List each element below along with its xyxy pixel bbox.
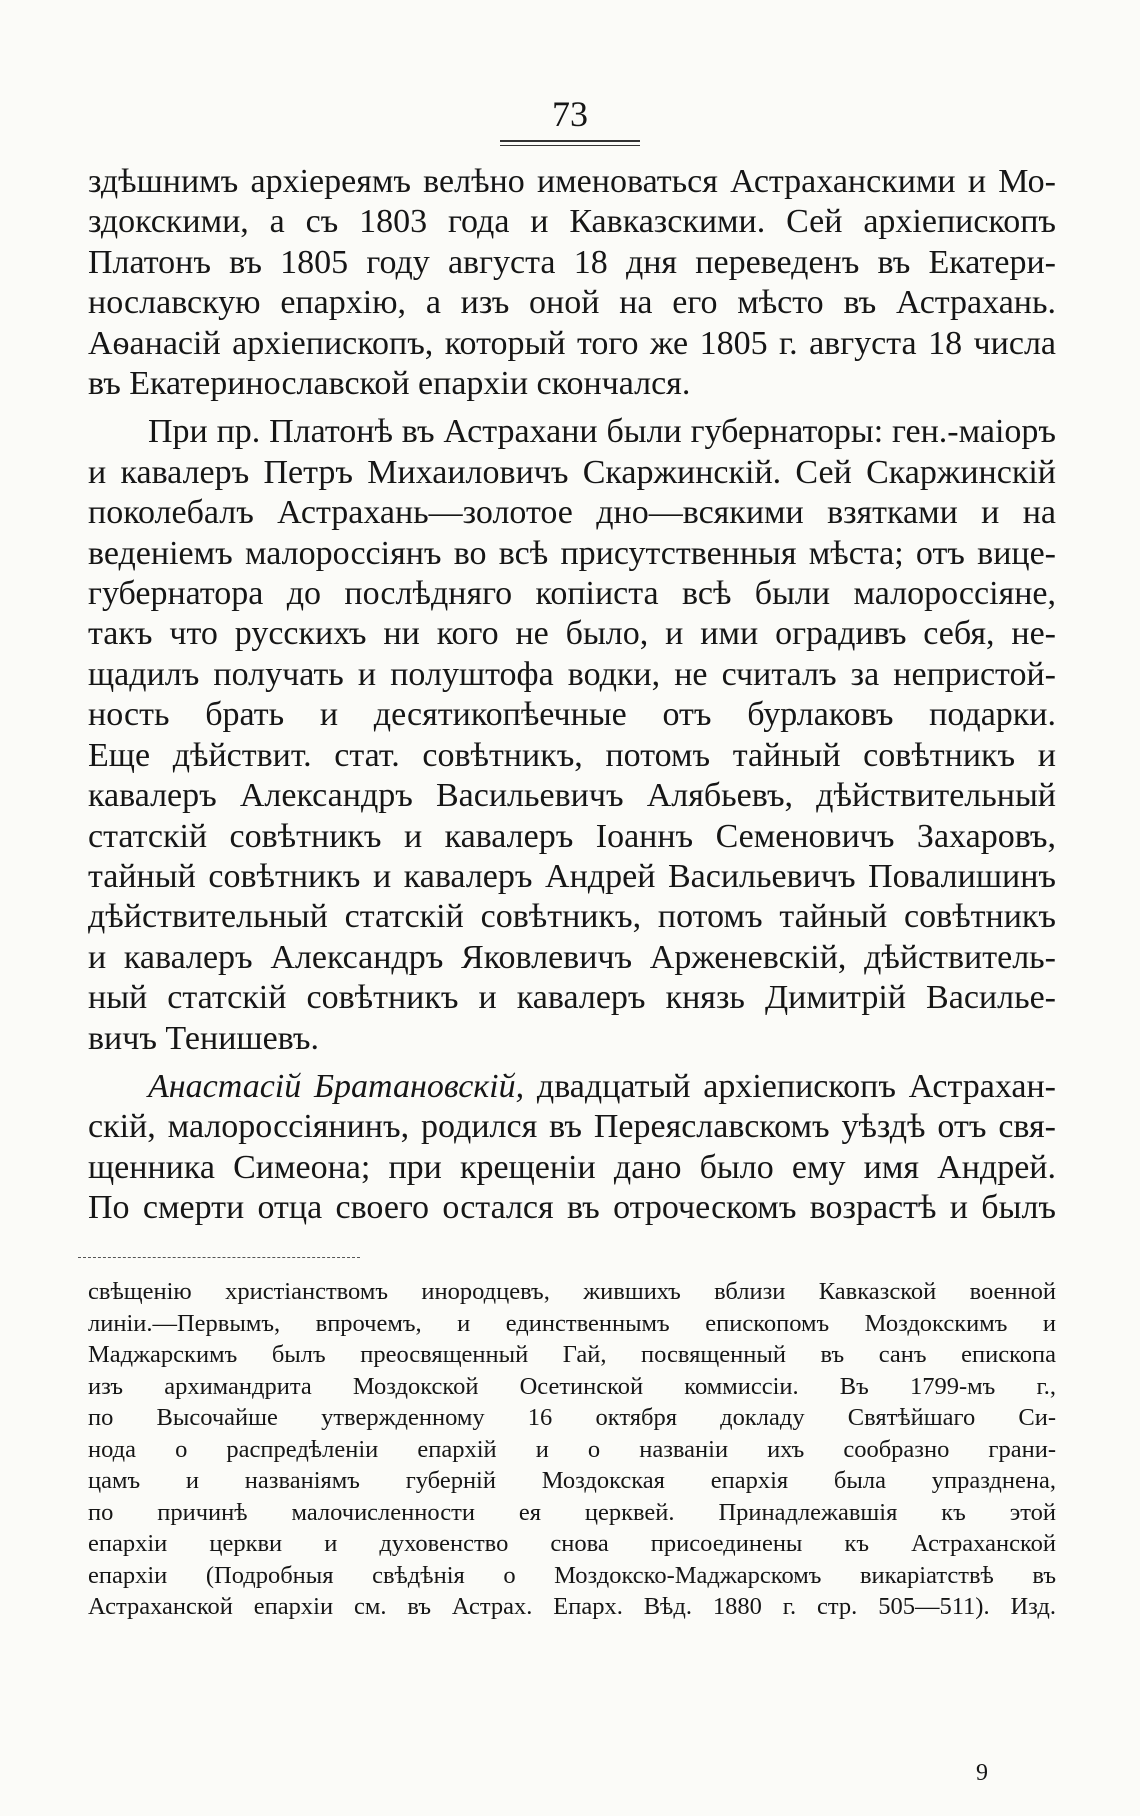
sheet-signature-mark: 9 [976, 1760, 988, 1786]
footnote-line: изъ архимандрита Моздокской Осетинской коммиссіи. Въ 1799-мъ г., [88, 1372, 1056, 1400]
text-line: Еще дѣйствит. стат. совѣтникъ, потомъ тайный совѣтникъ и [88, 736, 1056, 774]
text-line: По смерти отца своего остался въ отроческомъ возрастѣ и былъ [88, 1189, 1056, 1227]
footnote-line: по Высочайше утвержденному 16 октября докладу Святѣйшаго Си- [88, 1404, 1056, 1431]
footnote-divider [78, 1257, 360, 1258]
footnote-line: нода о распредѣленіи епархій и о названіи ихъ сообразно грани- [88, 1435, 1056, 1463]
text-line: въ Екатеринославской епархіи скончался. [88, 365, 691, 403]
paragraph-3 [88, 1067, 1056, 1229]
header-rule [500, 140, 640, 142]
text-line: ность брать и десятикопѣечные отъ бурлаковъ подарки. [88, 696, 1056, 734]
footnote-line: цамъ и названіямъ губерній Моздокская епархія была упразднена, [88, 1467, 1056, 1494]
text-line: кавалеръ Александръ Васильевичъ Алябьевъ, дѣйствительный [88, 777, 1056, 815]
main-text [88, 162, 1056, 1229]
text-line: такъ что русскихъ ни кого не было, и ими оградивъ себя, не- [88, 615, 1056, 653]
footnote-line: епархіи (Подробныя свѣдѣнія о Моздокско-Маджарскомъ викаріатствѣ въ [88, 1561, 1056, 1589]
text-line: дѣйствительный статскій совѣтникъ, потомъ тайный совѣтникъ [88, 898, 1056, 936]
text-line: веденіемъ малороссіянъ во всѣ присутственныя мѣста; отъ вице- [88, 534, 1056, 572]
text-fragment: двадцатый архіепископъ Астрахан- [524, 1067, 1056, 1105]
footnote-line: линіи.—Первымъ, впрочемъ, и единственнымъ епископомъ Моздокскимъ и [88, 1309, 1056, 1337]
text-line: губернатора до послѣдняго копіиста всѣ были малороссіяне, [88, 575, 1056, 613]
text-line: ный статскій совѣтникъ и кавалеръ князь Димитрій Василье- [88, 979, 1056, 1017]
footnote-line: свѣщенію христіанствомъ инородцевъ, жившихъ вблизи Кавказской военной [88, 1278, 1056, 1305]
paragraph-1 [88, 162, 1056, 404]
text-line: нославскую епархію, а изъ оной на его мѣсто въ Астрахань. [88, 284, 1056, 322]
text-line: Платонъ въ 1805 году августа 18 дня переведенъ въ Екатери- [88, 243, 1056, 281]
text-line: тайный совѣтникъ и кавалеръ Андрей Васильевичъ Повалишинъ [88, 857, 1056, 895]
text-line: щенника Симеона; при крещеніи дано было ему имя Андрей. [88, 1148, 1056, 1186]
text-line: и кавалеръ Александръ Яковлевичъ Арженевскій, дѣйствитель- [88, 938, 1056, 976]
text-line: вичъ Тенишевъ. [88, 1019, 319, 1057]
text-line: При пр. Платонѣ въ Астрахани были губернаторы: ген.-маіоръ [148, 413, 1056, 451]
text-line: щадилъ получать и полуштофа водки, не считалъ за непристой- [88, 655, 1056, 693]
person-name: Анастасій Братановскій, [148, 1067, 525, 1105]
text-line: и кавалеръ Петръ Михаиловичъ Скаржинскій. Сей Скаржинскій [88, 453, 1056, 491]
footnote-line: епархіи церкви и духовенство снова присоединены къ Астраханской [88, 1530, 1056, 1557]
page-number: 73 [552, 94, 588, 134]
footnote-line: Астраханской епархіи см. въ Астрах. Епарх. Вѣд. 1880 г. стр. 505—511). Изд. [88, 1593, 1056, 1620]
footnote [88, 1276, 1056, 1623]
footnote-line: Маджарскимъ былъ преосвященный Гай, посвященный въ санъ епископа [88, 1341, 1056, 1368]
footnote-line: по причинѣ малочисленности ея церквей. Принадлежавшія къ этой [88, 1498, 1056, 1526]
paragraph-2 [88, 412, 1056, 1059]
text-line: здѣшнимъ архіереямъ велѣно именоваться Астраханскими и Мо- [88, 163, 1056, 200]
text-line [88, 1067, 1056, 1107]
text-line: скій, малороссіянинъ, родился въ Переяславскомъ уѣздѣ отъ свя- [88, 1108, 1056, 1146]
text-line: здокскими, а съ 1803 года и Кавказскими. Сей архіепископъ [88, 203, 1056, 241]
text-line: Аѳанасій архіепископъ, который того же 1805 г. августа 18 числа [88, 324, 1056, 362]
text-line: статскій совѣтникъ и кавалеръ Іоаннъ Семеновичъ Захаровъ, [88, 817, 1056, 855]
header-rule-thin [500, 145, 640, 146]
text-line: поколебалъ Астрахань—золотое дно—всякими взятками и на [88, 494, 1056, 532]
